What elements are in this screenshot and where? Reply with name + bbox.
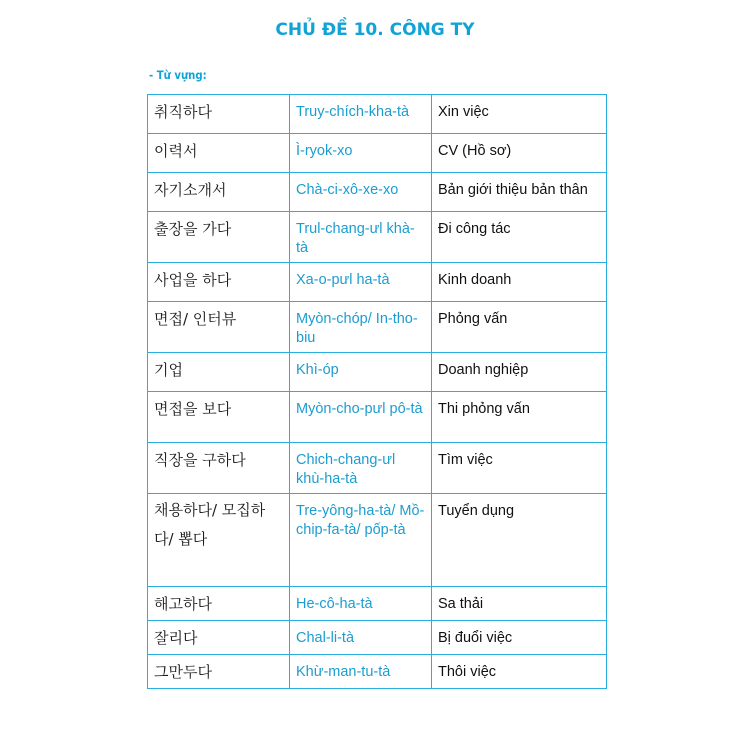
table-row — [148, 655, 607, 689]
pronunciation-cell: Khì-óp — [290, 353, 432, 392]
korean-cell: 이력서 — [148, 134, 290, 173]
pronunciation-cell: Truy-chích-kha-tà — [290, 95, 432, 134]
table-row — [148, 392, 607, 443]
table-row — [148, 621, 607, 655]
pronunciation-cell: Chal-li-tà — [290, 621, 432, 655]
meaning-cell: Thôi việc — [432, 655, 607, 689]
pronunciation-cell: Tre-yông-ha-tà/ Mồ-chip-fa-tà/ pốp-tà — [290, 494, 432, 587]
table-row — [148, 173, 607, 212]
table-row — [148, 353, 607, 392]
pronunciation-cell: Xa-o-pưl ha-tà — [290, 263, 432, 302]
meaning-cell: Thi phỏng vấn — [432, 392, 607, 443]
korean-cell: 출장을 가다 — [148, 212, 290, 263]
page-title: CHỦ ĐỀ 10. CÔNG TY — [275, 20, 475, 40]
korean-cell: 사업을 하다 — [148, 263, 290, 302]
korean-cell: 면접/ 인터뷰 — [148, 302, 290, 353]
meaning-cell: Sa thải — [432, 587, 607, 621]
meaning-cell: Bị đuổi việc — [432, 621, 607, 655]
table-row — [148, 494, 607, 587]
table-row — [148, 302, 607, 353]
korean-cell: 자기소개서 — [148, 173, 290, 212]
meaning-cell: CV (Hồ sơ) — [432, 134, 607, 173]
pronunciation-cell: Trul-chang-ưl khà-tà — [290, 212, 432, 263]
korean-cell: 그만두다 — [148, 655, 290, 689]
meaning-cell: Tìm việc — [432, 443, 607, 494]
table-row — [148, 95, 607, 134]
korean-cell: 채용하다/ 모집하다/ 뽑다 — [148, 494, 290, 587]
meaning-cell: Xin việc — [432, 95, 607, 134]
korean-cell: 기업 — [148, 353, 290, 392]
meaning-cell: Phỏng vấn — [432, 302, 607, 353]
meaning-cell: Kinh doanh — [432, 263, 607, 302]
table-row — [148, 263, 607, 302]
meaning-cell: Doanh nghiệp — [432, 353, 607, 392]
pronunciation-cell: Myòn-cho-pưl pô-tà — [290, 392, 432, 443]
table-row — [148, 587, 607, 621]
korean-cell: 해고하다 — [148, 587, 290, 621]
section-label: - Từ vựng: — [149, 68, 207, 82]
table-row — [148, 134, 607, 173]
pronunciation-cell: He-cô-ha-tà — [290, 587, 432, 621]
pronunciation-cell: Khừ-man-tu-tà — [290, 655, 432, 689]
korean-cell: 취직하다 — [148, 95, 290, 134]
meaning-cell: Bản giới thiệu bản thân — [432, 173, 607, 212]
pronunciation-cell: Chich-chang-ưl khù-ha-tà — [290, 443, 432, 494]
korean-cell: 직장을 구하다 — [148, 443, 290, 494]
table-row — [148, 443, 607, 494]
table-row — [148, 212, 607, 263]
pronunciation-cell: Myòn-chóp/ In-tho-biu — [290, 302, 432, 353]
meaning-cell: Đi công tác — [432, 212, 607, 263]
korean-cell: 면접을 보다 — [148, 392, 290, 443]
korean-cell: 잘리다 — [148, 621, 290, 655]
pronunciation-cell: Ì-ryok-xo — [290, 134, 432, 173]
meaning-cell: Tuyển dụng — [432, 494, 607, 587]
vocabulary-table — [147, 94, 607, 689]
pronunciation-cell: Chà-ci-xô-xe-xo — [290, 173, 432, 212]
